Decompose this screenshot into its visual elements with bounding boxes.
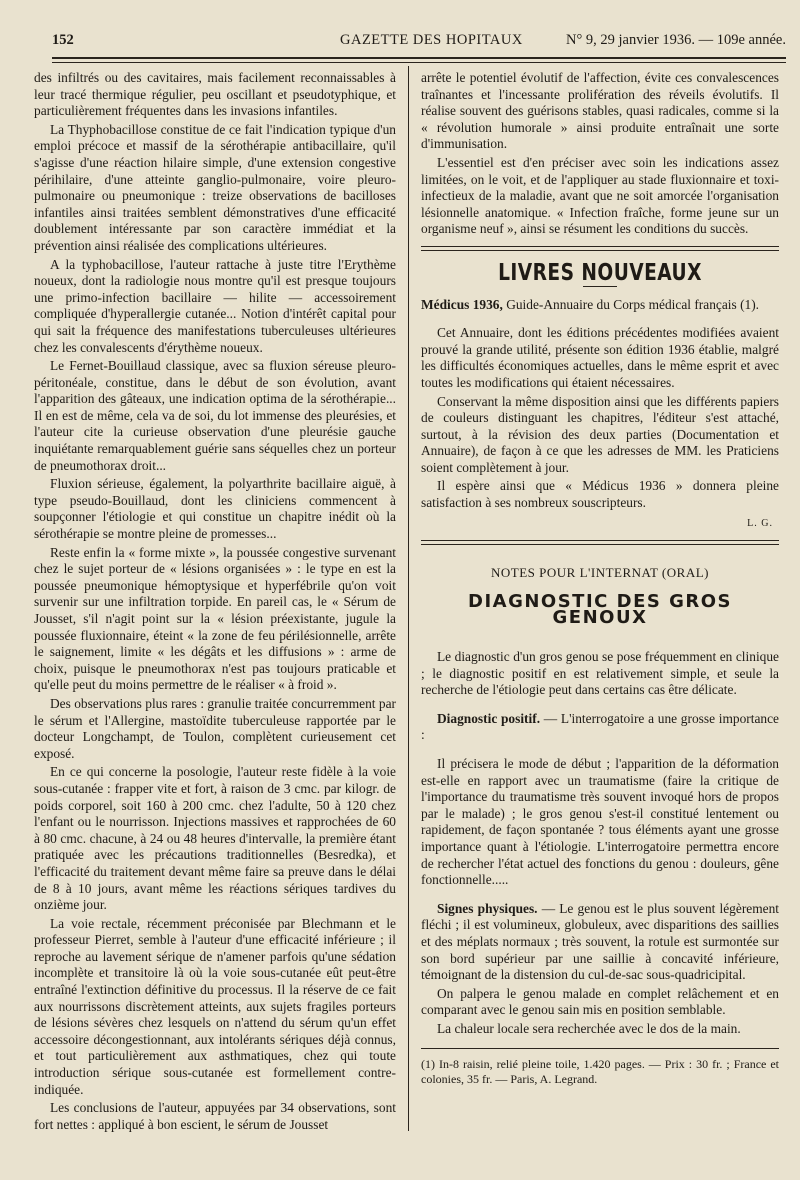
signature: L. G. [747, 517, 773, 529]
issue-date: N° 9, 29 janvier 1936. — 109e année. [565, 32, 786, 48]
paragraph: Le diagnostic d'un gros genou se pose fréquemment en clinique ; le diagnostic positif en est relativement simple, et seule la recherche de l'étiologie peut dans certains cas être délicate. [421, 649, 779, 698]
paragraph: La voie rectale, récemment préconisée par Blechmann et le professeur Pierret, semble à l'auteur d'une efficacité inférieure ; il reproche au lavement sérique de n'amener parfois qu'une sédation incomplète et transitoire là où la voie sous-cutanée eût peut-être entraîné l'extinction définitive du processus. Il la réserve de ce fait aux nourrissons discrètement atteints, aux sujets fragiles porteurs de lésions sévères chez lesquels on n'attend du sérum qu'un effet accessoire décongestionnant, aux intolérants sériques déjà connus, et tout particulièrement aux asthmatiques, chez qui toute introduction sérique sous-cutanée est formellement contre-indiquée. [34, 915, 396, 1097]
book-entry [421, 297, 779, 314]
book-entry-title: Médicus 1936, [421, 296, 503, 312]
section-rule [421, 246, 779, 251]
notes-kicker: NOTES POUR L'INTERNAT (ORAL) [491, 565, 709, 581]
paragraph: Fluxion sérieuse, également, la polyarthrite bacillaire aiguë, à type pseudo-Bouillaud, dont les cliniciens commencent à soupçonner l'étiologie et qui constitue un chapitre inédit où la sérothérapie se montre pleine de promesses... [34, 476, 396, 542]
right-column [421, 70, 779, 1087]
paragraph: On palpera le genou malade en complet relâchement et en comparant avec le genou sain mis en position semblable. [421, 985, 779, 1018]
page-number: 152 [52, 32, 74, 48]
page-header [52, 32, 786, 54]
footnote: (1) In-8 raisin, relié pleine toile, 1.420 pages. — Prix : 30 fr. ; France et colonies, 35 fr. — Paris, A. Legrand. [421, 1048, 779, 1087]
paragraph: Reste enfin la « forme mixte », la poussée congestive survenant chez le sujet porteur de « lésions organisées » : le type en est la poussée pneumonique hémoptysique et hyperfébrile qu'on voit survenir sur une infiltration torpide. En pareil cas, le « Sérum de Jousset, s'il n'agit point sur la « lésion préexistante, jugule la poussée fluxionnaire, éteint « la zone de feu périlésionnelle, arrête le saignement, limite « les dégâts et les diffusions » : arme de choix, puisque le pneumothorax n'est pas toujours praticable et qu'elle peut du moins permettre de le réaliser « à froid ». [34, 544, 396, 693]
paragraph: En ce qui concerne la posologie, l'auteur reste fidèle à la voie sous-cutanée : frapper vite et fort, à raison de 3 cmc. par kilogr. de poids corporel, soit 160 à 200 cmc. chez l'adulte, 50 à 120 chez l'enfant ou le nourrisson. Injections massives et rapprochées de 60 à 80 cmc. chacune, à 24 ou 48 heures d'intervalle, la première étant pratiquée avec les précautions traditionnelles (Besredka), et l'efficacité du traitement devant même faire sa preuve dans le délai de 8 à 10 jours, avant même les réactions sériques tardives du onzième jour. [34, 764, 396, 913]
header-rule-thin [52, 62, 786, 63]
header-rule [52, 57, 786, 59]
subheading-signs: Signes physiques. [437, 900, 538, 916]
paragraph: arrête le potentiel évolutif de l'affection, évite ces convalescences traînantes et l'incessante prolifération des réveils évolutifs. Il réalise souvent des guérisons stables, quasi radicales, comme si la « révolution humorale » ainsi produite entraînait une sorte d'immunisation. [421, 70, 779, 152]
paragraph: A la typhobacillose, l'auteur rattache à juste titre l'Erythème noueux, dont la radiologie nous montre qu'il est presque toujours une primo-infection bacillaire — hilite — accessoirement compliquée d'hyperallergie cutanée... Notion d'intérêt capital pour qui sait la fréquence des manifestations tuberculeuses ultérieures chez les convalescents d'érythème noueux. [34, 256, 396, 355]
paragraph: La Thyphobacillose constitue de ce fait l'indication typique d'un emploi précoce et massif de la sérothérapie antibacillaire, qu'il s'agisse d'une réaction hilaire simple, d'une extension congestive périhilaire, d'une atteinte ganglio-pulmonaire, voire pleuro-pulmonaire ou pneumonique : treize observations de bacilloses infantiles ainsi traitées semblent démonstratives d'une efficacité doublement intéressante par son caractère immédiat et la prévention ainsi réalisée des complications ultérieures. [34, 121, 396, 253]
paragraph-signs: Signes physiques. — Le genou est le plus souvent légèrement fléchi ; il est volumineux, globuleux, avec disparitions des saillies et des méplats normaux ; très souvent, la rotule est surmontée sur son bord supérieur par une saillie à concavité inférieure, témoignant de la distension du cul-de-sac sous-quadricipital. [421, 900, 779, 983]
paragraph: Il espère ainsi que « Médicus 1936 » donnera pleine satisfaction à ses nombreux souscripteurs. [421, 478, 779, 511]
subheading-positive: Diagnostic positif. [437, 710, 541, 726]
book-entry-rest: Guide-Annuaire du Corps médical français (1). [506, 296, 760, 312]
paragraph-positive: Diagnostic positif. — L'interrogatoire a une grosse importance : [421, 710, 779, 743]
section-title-books: LIVRES NOUVEAUX [498, 259, 702, 286]
journal-title: GAZETTE DES HOPITAUX [340, 32, 523, 48]
paragraph: Les conclusions de l'auteur, appuyées par 34 observations, sont fort nettes : appliqué à bon escient, le sérum de Jousset [34, 1100, 396, 1132]
section-rule [421, 540, 779, 545]
paragraph: Des observations plus rares : granulie traitée concurremment par le sérum et l'Allergine, mastoïdite tuberculeuse rapportée par le docteur Longchampt, de Toulon, complètent curieusement cet exposé. [34, 695, 396, 761]
paragraph: L'essentiel est d'en préciser avec soin les indications assez limitées, on le voit, et de l'appliquer au stade fluxionnaire et toxi-infectieux de la maladie, avant que ne soit amorcée l'organisation lésionnelle anatomique. « Infection fraîche, forme jeune sur un organisme neuf », ainsi se résument les conditions du succès. [421, 154, 779, 237]
column-separator [408, 66, 409, 1131]
paragraph: Conservant la même disposition ainsi que les différents papiers de couleurs distinguant les chapitres, l'éditeur s'est attaché, surtout, à la révision des deux parties (Documentation et Annuaire), de façon à ce que les adresses de MM. les Praticiens soient complètement à jour. [421, 393, 779, 475]
paragraph: des infiltrés ou des cavitaires, mais facilement reconnaissables à leur tracé thermique régulier, peu oscillant et pseudotyphique, et particulièrement fréquentes dans les invasions infantiles. [34, 70, 396, 119]
paragraph: Le Fernet-Bouillaud classique, avec sa fluxion séreuse pleuro-péritonéale, constitue, dans le début de son évolution, avant l'apparition des gâteaux, une indication optima de la sérothérapie... Il en est de même, cela va de soi, du lot immense des pleurésies, et l'auteur cite la curieuse observation d'une pleurésie gauche inquiétante remarquablement guérie sans séquelles chez un porteur de pneumothorax droit... [34, 358, 396, 473]
paragraph: Cet Annuaire, dont les éditions précédentes modifiées avaient prouvé la grande utilité, présente son édition 1936 établie, malgré les difficultés économiques actuelles, dans le même esprit et avec toutes les modifications qui étaient nécessaires. [421, 325, 779, 390]
paragraph: La chaleur locale sera recherchée avec le dos de la main. [437, 1020, 741, 1036]
paragraph: Il précisera le mode de début ; l'apparition de la déformation est-elle en rapport avec un traumatisme (faire la critique de l'importance du traumatisme très souvent invoqué hors de propos par le malade) ; le gros genou s'est-il constitué lentement ou rapidement, de façon spontanée ? tous éléments ayant une grosse importance quant à l'étiologie. L'interrogatoire permettra encore de rechercher l'état actuel des fonctions du genou : douleurs, gêne fonctionnelle..... [421, 756, 779, 888]
left-column [34, 70, 396, 1135]
article-title: DIAGNOSTIC DES GROS GENOUX [468, 590, 732, 629]
